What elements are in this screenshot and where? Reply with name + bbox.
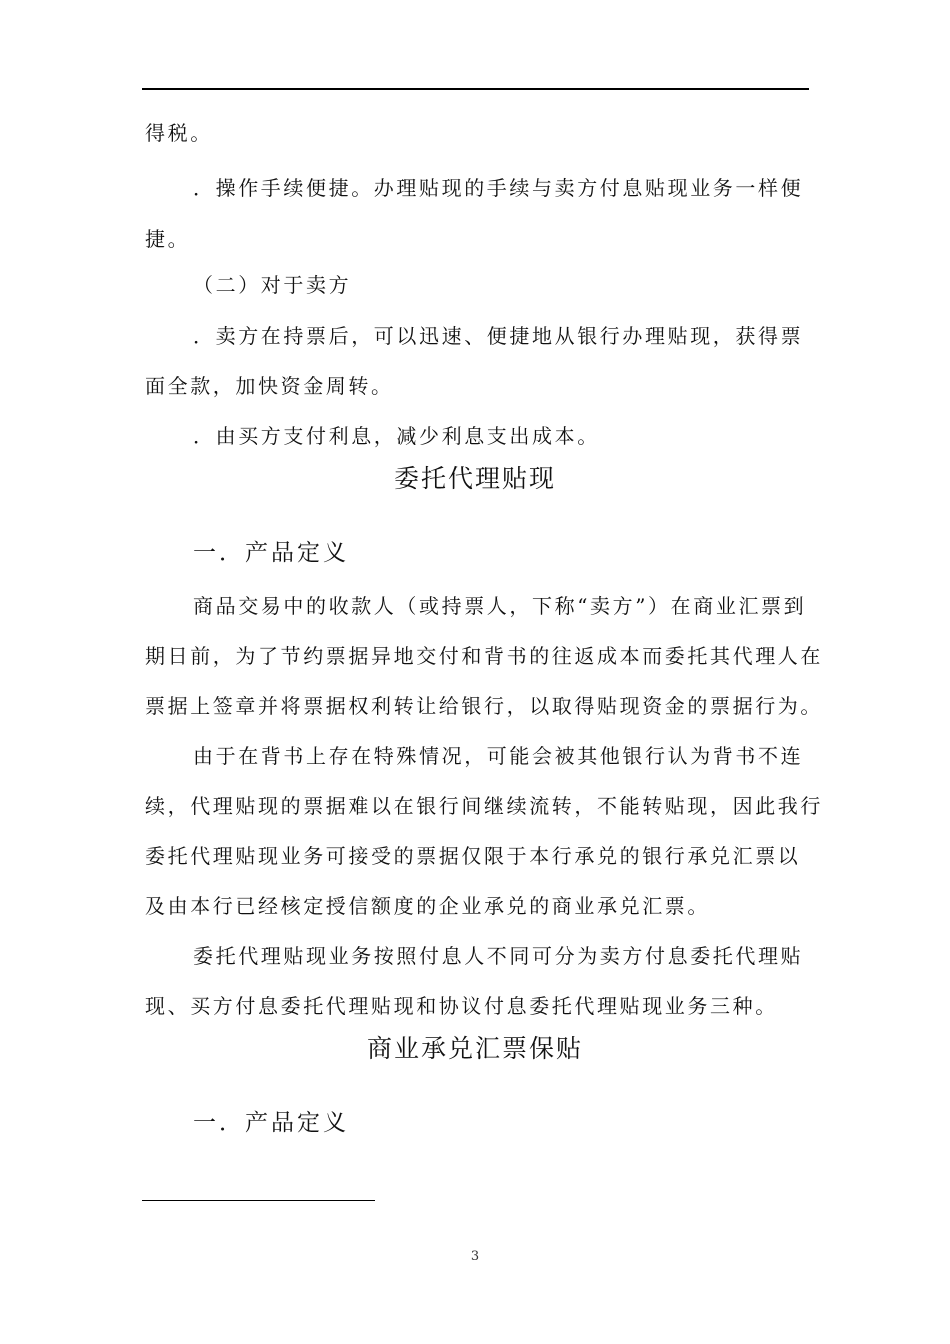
paragraph-line: 由于在背书上存在特殊情况，可能会被其他银行认为背书不连 (193, 744, 804, 768)
text-line: 面全款，加快资金周转。 (145, 374, 394, 398)
paragraph-line: 委托代理贴现业务按照付息人不同可分为卖方付息委托代理贴 (193, 944, 804, 968)
section-subheading: 一．产品定义 (193, 540, 349, 566)
text-line: 得税。 (145, 121, 213, 145)
text-line: 捷。 (145, 227, 191, 251)
section-subheading: 一．产品定义 (193, 1110, 349, 1136)
paragraph-line: 商品交易中的收款人（或持票人，下称“卖方”）在商业汇票到 (193, 594, 807, 618)
paragraph-line: 续，代理贴现的票据难以在银行间继续流转，不能转贴现，因此我行 (145, 794, 823, 818)
text-line: ．由买方支付利息，减少利息支出成本。 (193, 424, 600, 448)
text-line: ．操作手续便捷。办理贴现的手续与卖方付息贴现业务一样便 (193, 176, 804, 200)
text-line: ．卖方在持票后，可以迅速、便捷地从银行办理贴现，获得票 (193, 324, 804, 348)
header-rule (142, 88, 809, 90)
paragraph-line: 期日前，为了节约票据异地交付和背书的往返成本而委托其代理人在 (145, 644, 823, 668)
footnote-rule (142, 1200, 375, 1201)
text-line: （二）对于卖方 (193, 273, 352, 297)
paragraph-line: 及由本行已经核定授信额度的企业承兑的商业承兑汇票。 (145, 894, 710, 918)
page-number: 3 (470, 1249, 480, 1264)
paragraph-line: 委托代理贴现业务可接受的票据仅限于本行承兑的银行承兑汇票以 (145, 844, 801, 868)
paragraph-line: 现、买方付息委托代理贴现和协议付息委托代理贴现业务三种。 (145, 994, 778, 1018)
paragraph-line: 票据上签章并将票据权利转让给银行，以取得贴现资金的票据行为。 (145, 694, 823, 718)
section-title: 委托代理贴现 (393, 464, 556, 493)
section-title: 商业承兑汇票保贴 (366, 1034, 583, 1063)
